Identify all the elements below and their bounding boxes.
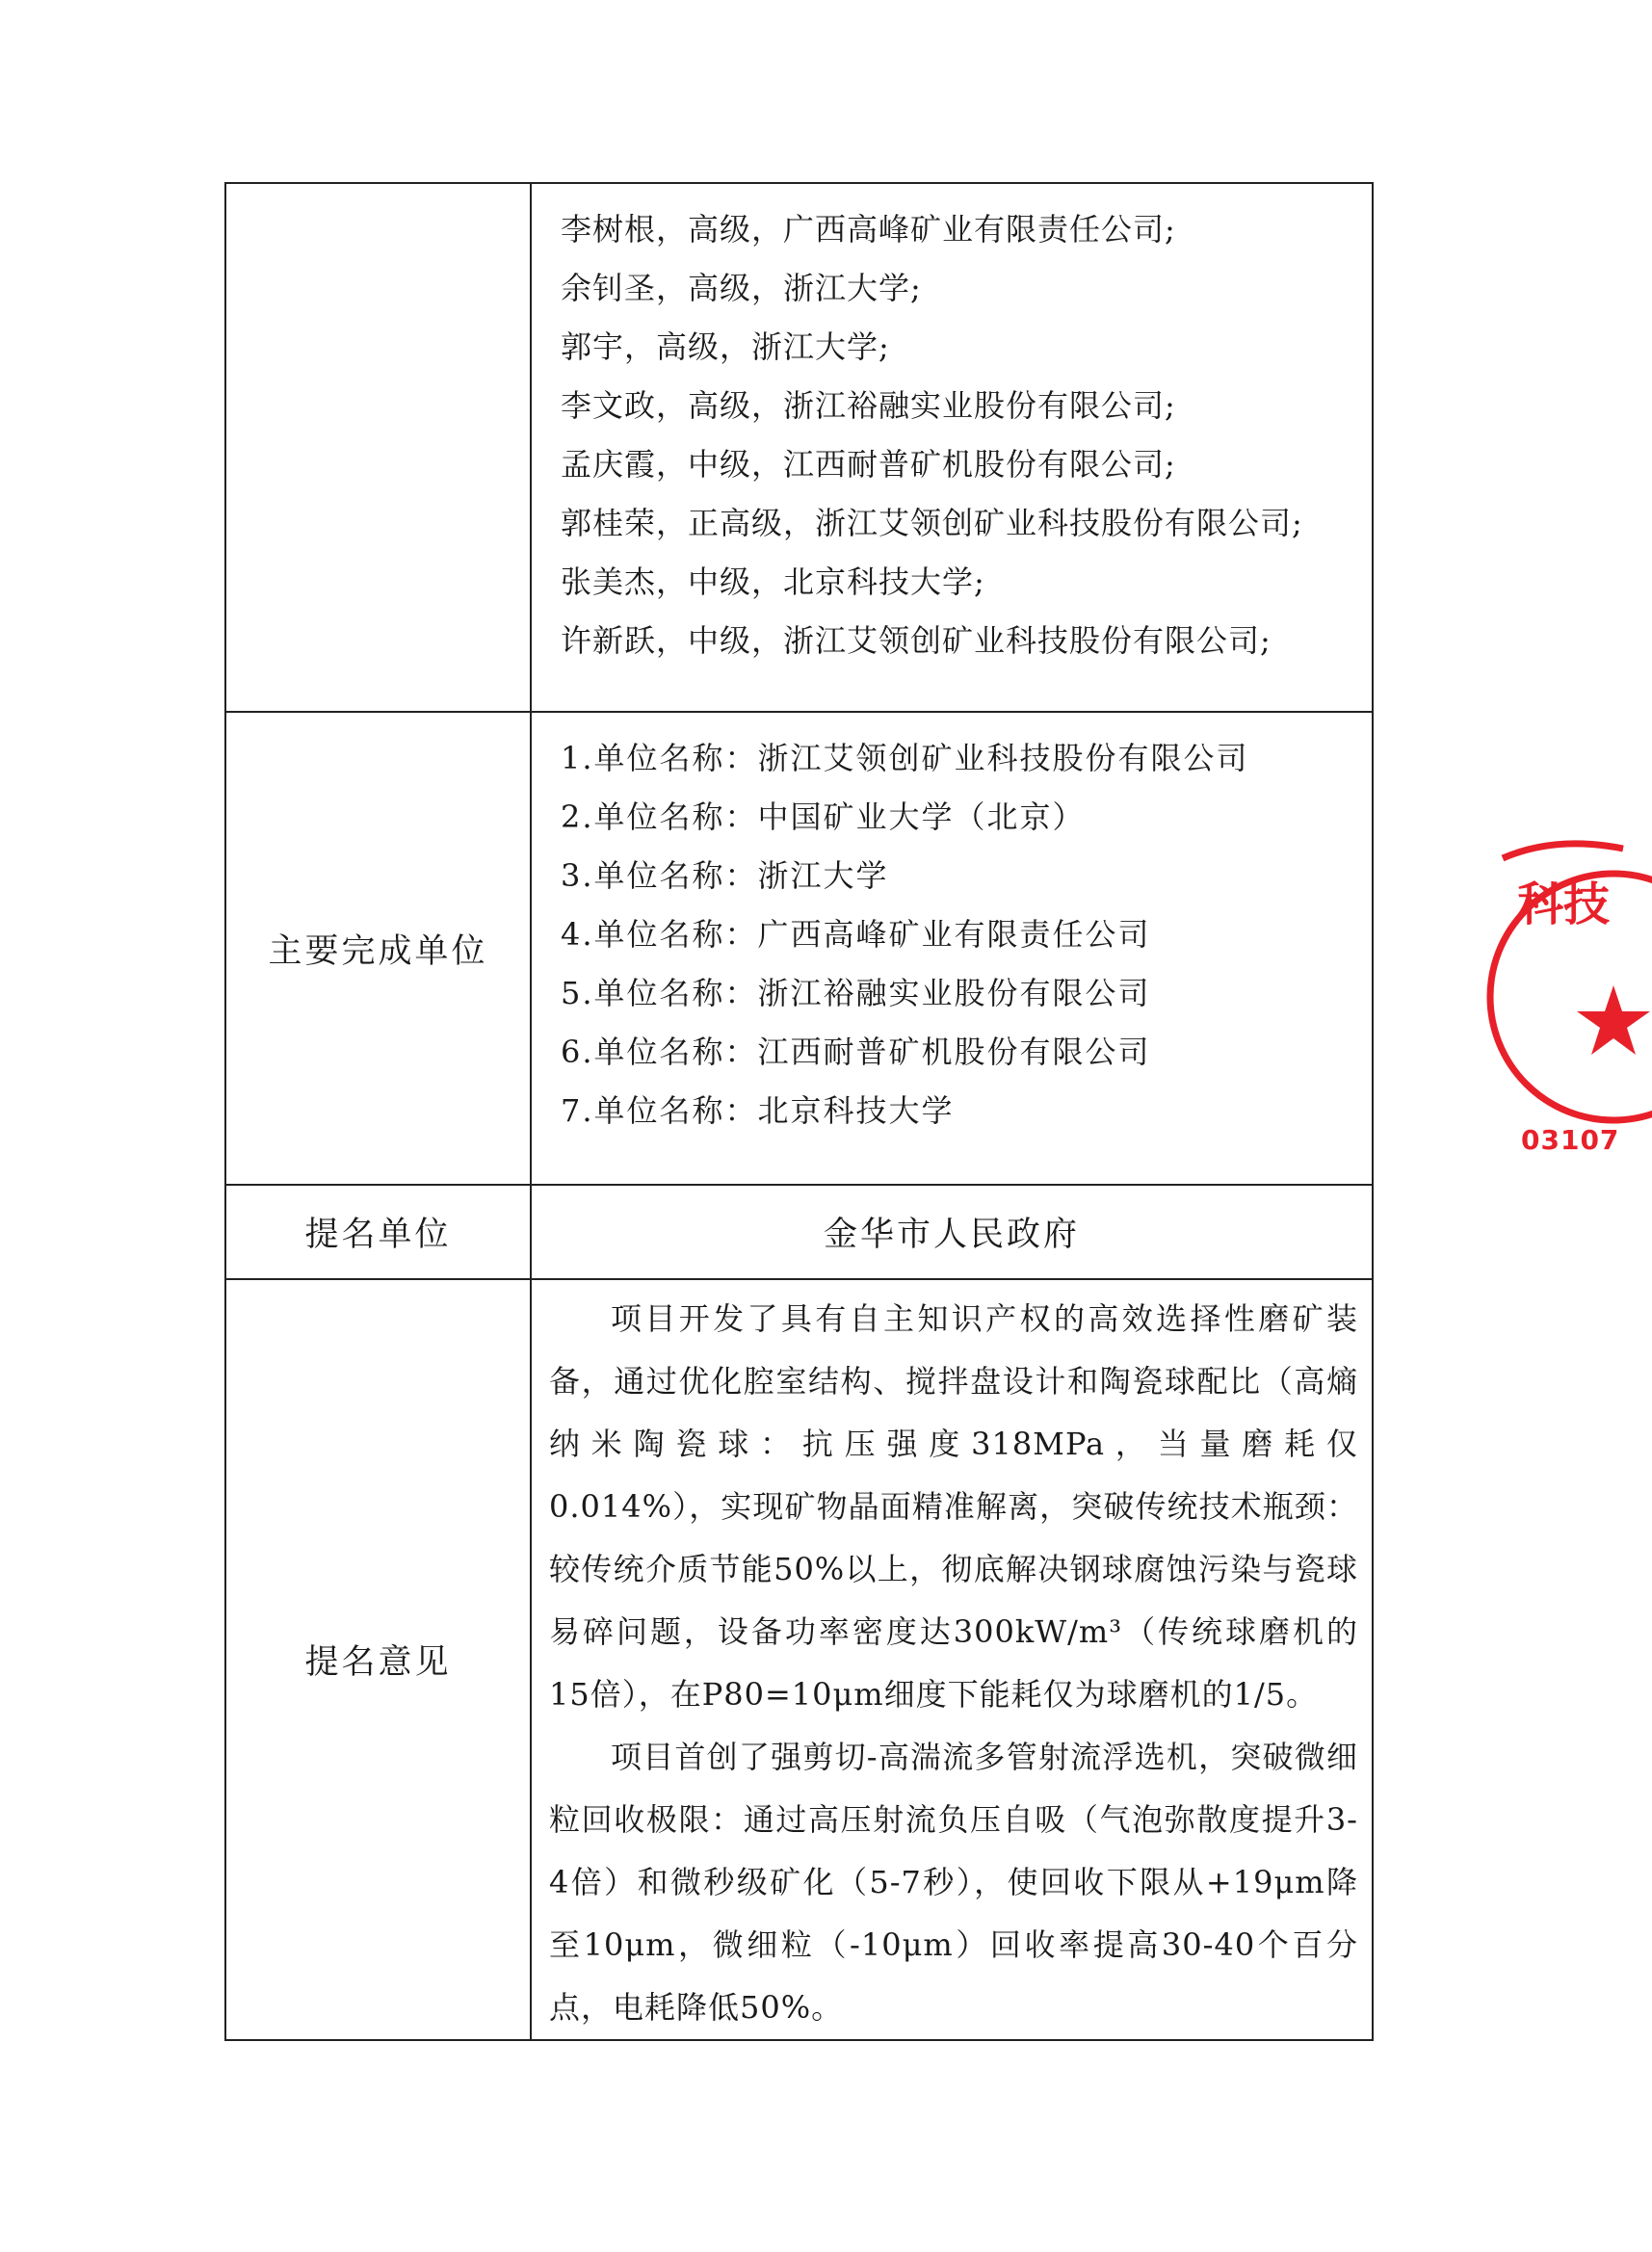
contributor-item: 李文政，高级，浙江裕融实业股份有限公司; [561,387,1176,424]
contributors-row [225,183,1373,712]
seal-ring [1490,874,1652,1120]
seal-text-top: 科技 [1517,877,1611,931]
opinion-row [225,1279,1373,2040]
contributor-item: 张美杰，中级，北京科技大学; [561,563,985,600]
unit-item: 1.单位名称：浙江艾领创矿业科技股份有限公司 [561,740,1249,776]
contributor-item: 许新跃，中级，浙江艾领创矿业科技股份有限公司; [561,622,1272,659]
contributor-item: 郭桂荣，正高级，浙江艾领创矿业科技股份有限公司; [561,505,1303,541]
contributor-item: 郭宇，高级，浙江大学; [561,328,890,365]
nominator-row [225,1185,1373,1279]
contributor-item: 李树根，高级，广西高峰矿业有限责任公司; [561,211,1176,248]
unit-item: 5.单位名称：浙江裕融实业股份有限公司 [561,975,1151,1011]
contributor-item: 余钊圣，高级，浙江大学; [561,270,922,306]
official-seal-fragment [1498,824,1652,1170]
unit-item: 2.单位名称：中国矿业大学（北京） [561,799,1086,835]
units-label: 主要完成单位 [225,712,531,1185]
units-row [225,712,1373,1185]
unit-item: 6.单位名称：江西耐普矿机股份有限公司 [561,1034,1151,1070]
opinion-label: 提名意见 [225,1279,531,2040]
contributor-item: 孟庆霞，中级，江西耐普矿机股份有限公司; [561,446,1176,483]
opinion-paragraph: 项目首创了强剪切-高湍流多管射流浮选机，突破微细粒回收极限：通过高压射流负压自吸（气泡弥散度提升3-4倍）和微秒级矿化（5-7秒），使回收下限从+19μm降至10μm，微细粒（-10μm）回收率提高30-40个百分点，电耗降低50%。 [549,1739,1358,2026]
opinion-content [531,1279,1373,2040]
contributors-label-cell [225,183,531,712]
opinion-paragraph: 项目开发了具有自主知识产权的高效选择性磨矿装备，通过优化腔室结构、搅拌盘设计和陶瓷球配比（高熵纳米陶瓷球：抗压强度318MPa，当量磨耗仅0.014%），实现矿物晶面精准解离，突破传统技术瓶颈：较传统介质节能50%以上，彻底解决钢球腐蚀污染与瓷球易碎问题，设备功率密度达300kW/m³（传统球磨机的15倍），在P80=10μm细度下能耗仅为球磨机的1/5。 [549,1300,1358,1713]
seal-star-icon [1577,985,1650,1055]
nominator-value: 金华市人民政府 [531,1185,1373,1279]
unit-item: 7.单位名称：北京科技大学 [561,1092,955,1129]
nominator-label: 提名单位 [225,1185,531,1279]
nomination-form-table [224,182,1374,2041]
unit-item: 3.单位名称：浙江大学 [561,857,889,894]
seal-text-bottom: 03107 [1521,1124,1620,1156]
units-list [531,712,1373,1185]
unit-item: 4.单位名称：广西高峰矿业有限责任公司 [561,916,1151,953]
contributors-list [531,183,1373,712]
